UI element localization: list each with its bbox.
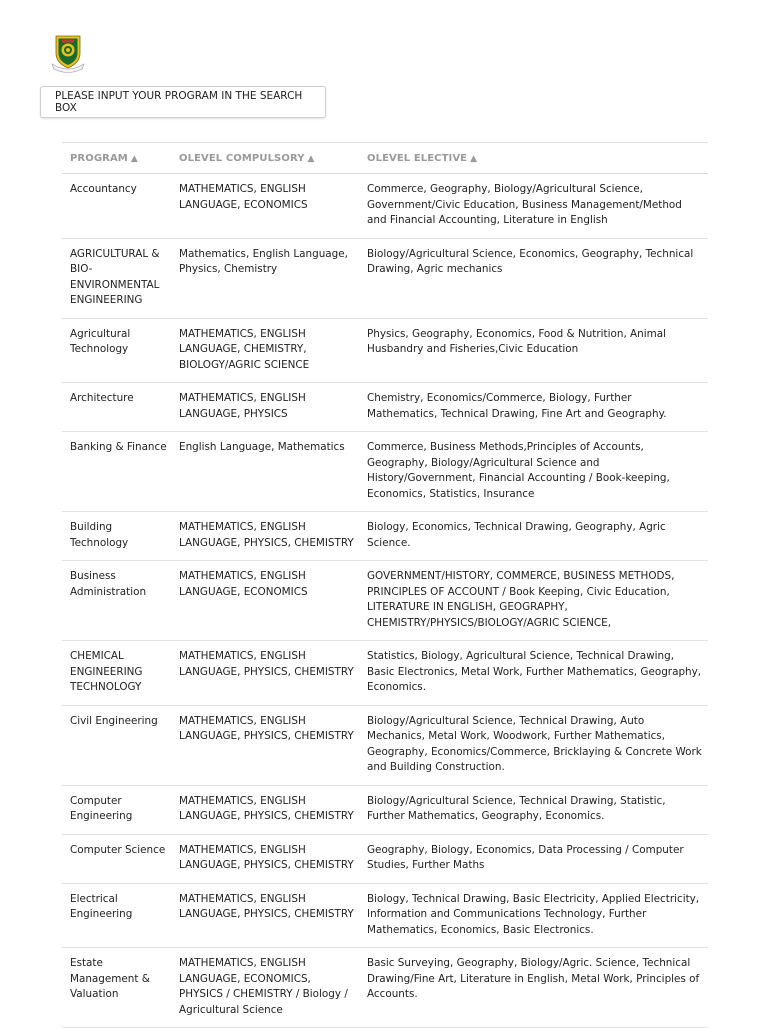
compulsory-cell: MATHEMATICS, ENGLISH LANGUAGE, PHYSICS, CHEMISTRY — [179, 794, 354, 822]
column-header-olevel-compulsory[interactable]: OLEVEL COMPULSORY ▲ — [179, 152, 315, 164]
program-cell: Business Administration — [70, 570, 147, 598]
program-cell: Computer Science — [70, 843, 166, 856]
table-row — [62, 785, 708, 834]
elective-cell: Biology/Agricultural Science, Technical Drawing, Statistic, Further Mathematics, Geography, Economics. — [367, 794, 666, 822]
sort-ascending-icon: ▲ — [307, 153, 315, 164]
compulsory-cell: MATHEMATICS, ENGLISH LANGUAGE, ECONOMICS — [179, 183, 308, 211]
elective-cell: Biology, Economics, Technical Drawing, Geography, Agric Science. — [367, 521, 666, 549]
program-cell: Architecture — [70, 392, 134, 404]
compulsory-cell: Mathematics, English Language, Physics, Chemistry — [179, 247, 348, 275]
table-row — [62, 432, 708, 512]
program-cell: AGRICULTURAL & BIO-ENVIRONMENTAL ENGINEERING — [70, 247, 160, 306]
compulsory-cell: MATHEMATICS, ENGLISH LANGUAGE, PHYSICS, CHEMISTRY — [179, 843, 354, 871]
compulsory-cell: MATHEMATICS, ENGLISH LANGUAGE, ECONOMICS — [179, 570, 308, 598]
elective-cell: Chemistry, Economics/Commerce, Biology, Further Mathematics, Technical Drawing, Fine Art and Geography. — [367, 392, 667, 420]
program-search-input[interactable] — [40, 86, 326, 118]
elective-cell: Commerce, Business Methods,Principles of Accounts, Geography, Biology/Agricultural Science and History/Government, Financial Accounting / Book-keeping, Economics, Statistics, Insurance — [367, 441, 670, 500]
table-row — [62, 174, 708, 239]
elective-cell: GOVERNMENT/HISTORY, COMMERCE, BUSINESS METHODS, PRINCIPLES OF ACCOUNT / Book Keeping, Civic Education, LITERATURE IN ENGLISH, GEOGRAPHY, CHEMISTRY/PHYSICS/BIOLOGY/AGRIC SCIENCE, — [367, 570, 675, 629]
elective-cell: Biology, Technical Drawing, Basic Electricity, Applied Electricity, Information and Communications Technology, Further Mathematics, Economics, Basic Electronics. — [367, 892, 700, 936]
program-cell: Computer Engineering — [70, 794, 133, 822]
program-cell: Civil Engineering — [70, 714, 158, 727]
table-row — [62, 834, 708, 883]
compulsory-cell: MATHEMATICS, ENGLISH LANGUAGE, CHEMISTRY, BIOLOGY/AGRIC SCIENCE — [179, 327, 310, 371]
compulsory-cell: MATHEMATICS, ENGLISH LANGUAGE, PHYSICS, CHEMISTRY — [179, 521, 354, 549]
table-row — [62, 641, 708, 706]
search-placeholder: PLEASE INPUT YOUR PROGRAM IN THE SEARCH BOX — [55, 90, 303, 114]
program-cell: Accountancy — [70, 183, 137, 195]
compulsory-cell: MATHEMATICS, ENGLISH LANGUAGE, PHYSICS, CHEMISTRY — [179, 714, 354, 742]
program-cell: Electrical Engineering — [70, 892, 133, 920]
program-requirements-table — [62, 142, 708, 1028]
table-row — [62, 318, 708, 383]
table-row — [62, 948, 708, 1028]
compulsory-cell: MATHEMATICS, ENGLISH LANGUAGE, PHYSICS — [179, 392, 306, 420]
table-row — [62, 383, 708, 432]
table-row — [62, 512, 708, 561]
table-row — [62, 705, 708, 785]
table-header-row — [62, 143, 708, 174]
sort-ascending-icon: ▲ — [130, 153, 138, 164]
elective-cell: Physics, Geography, Economics, Food & Nutrition, Animal Husbandry and Fisheries,Civic Education — [367, 327, 667, 355]
compulsory-cell: English Language, Mathematics — [179, 441, 345, 453]
program-cell: Banking & Finance — [70, 441, 167, 453]
elective-cell: Biology/Agricultural Science, Technical Drawing, Auto Mechanics, Metal Work, Woodwork, Further Mathematics, Geography, Economics/Commerce, Bricklaying & Concrete Work and Building Construction. — [367, 714, 702, 773]
elective-cell: Commerce, Geography, Biology/Agricultural Science, Government/Civic Education, Business Management/Method and Financial Accounting, Literature in English — [367, 183, 682, 226]
elective-cell: Statistics, Biology, Agricultural Science, Technical Drawing, Basic Electronics, Metal Work, Further Mathematics, Geography, Economics. — [367, 650, 702, 693]
program-cell: Estate Management & Valuation — [70, 957, 150, 1000]
compulsory-cell: MATHEMATICS, ENGLISH LANGUAGE, PHYSICS, CHEMISTRY — [179, 892, 354, 920]
program-cell: Building Technology — [70, 521, 129, 549]
compulsory-cell: MATHEMATICS, ENGLISH LANGUAGE, PHYSICS, CHEMISTRY — [179, 650, 354, 678]
compulsory-cell: MATHEMATICS, ENGLISH LANGUAGE, ECONOMICS, PHYSICS / CHEMISTRY / Biology / Agricultural Science — [179, 957, 348, 1016]
column-header-olevel-elective[interactable]: OLEVEL ELECTIVE ▲ — [367, 152, 478, 164]
table-row — [62, 238, 708, 318]
school-crest-logo-icon — [49, 34, 87, 74]
table-row — [62, 883, 708, 948]
program-cell: Agricultural Technology — [70, 327, 131, 355]
elective-cell: Basic Surveying, Geography, Biology/Agric. Science, Technical Drawing/Fine Art, Literature in English, Metal Work, Principles of Accounts. — [367, 957, 700, 1000]
column-header-program[interactable]: PROGRAM ▲ — [70, 152, 138, 164]
elective-cell: Geography, Biology, Economics, Data Processing / Computer Studies, Further Maths — [367, 843, 684, 871]
program-cell: CHEMICAL ENGINEERING TECHNOLOGY — [70, 650, 143, 693]
table-row — [62, 561, 708, 641]
sort-ascending-icon: ▲ — [470, 153, 478, 164]
elective-cell: Biology/Agricultural Science, Economics, Geography, Technical Drawing, Agric mechanics — [367, 247, 694, 275]
